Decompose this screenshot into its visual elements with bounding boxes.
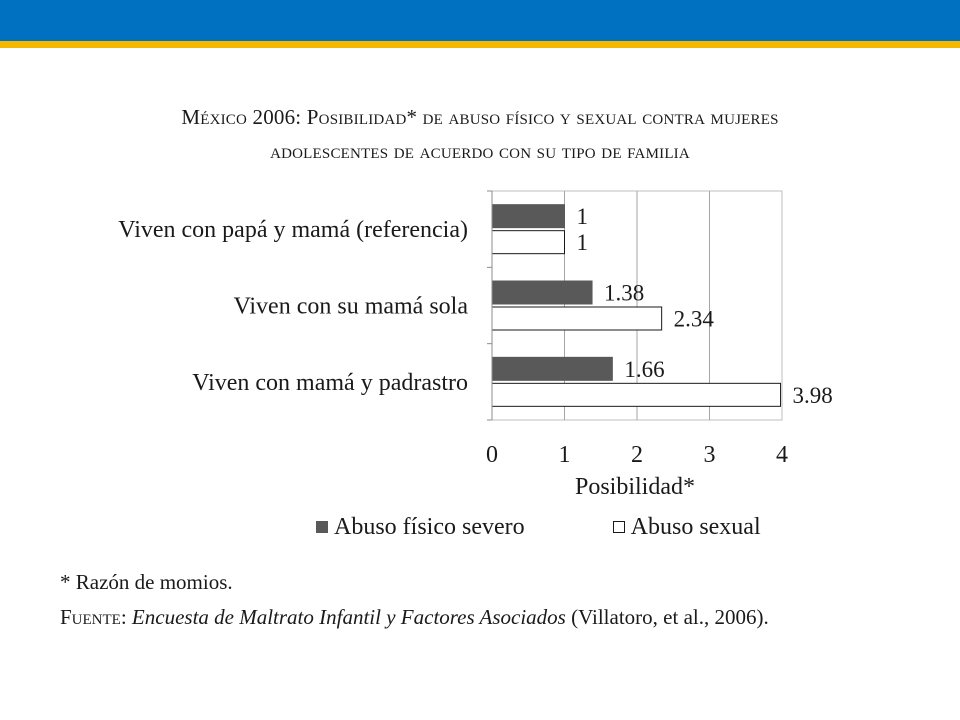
legend-label-sexual-abuse: Abuso sexual: [630, 513, 761, 540]
source-title: Encuesta de Maltrato Infantil y Factores Asociados: [131, 605, 566, 629]
bar-physical-abuse: [492, 205, 565, 228]
x-tick-label: 1: [558, 442, 571, 468]
x-tick-label: 2: [631, 442, 643, 468]
value-label-sexual-abuse: 3.98: [792, 382, 833, 408]
bar-sexual-abuse: [492, 307, 662, 330]
legend-swatch-physical-abuse: [316, 521, 328, 533]
legend-item-physical-abuse: [316, 514, 525, 541]
value-label-sexual-abuse: 1: [576, 230, 588, 256]
bar-sexual-abuse: [492, 231, 565, 254]
legend-label-physical-abuse: Abuso físico severo: [334, 513, 525, 540]
bar-physical-abuse: [492, 281, 592, 304]
value-label-physical-abuse: 1.66: [624, 356, 665, 382]
category-label: Viven con su mamá sola: [233, 293, 468, 320]
value-label-sexual-abuse: 2.34: [673, 306, 714, 332]
category-label: Viven con mamá y padrastro: [192, 369, 468, 396]
legend-item-sexual-abuse: [613, 514, 761, 541]
x-tick-label: 3: [703, 442, 716, 468]
chart-title-line-1: México 2006: Posibilidad* de abuso físico y sexual contra mujeres: [181, 105, 779, 129]
source-prefix: Fuente:: [60, 605, 127, 629]
category-label: Viven con papá y mamá (referencia): [118, 217, 468, 244]
x-tick-label: 0: [486, 442, 498, 468]
label-layer: [118, 204, 833, 500]
chart-title-line-2: adolescentes de acuerdo con su tipo de familia: [270, 139, 690, 163]
legend-swatch-sexual-abuse: [613, 521, 625, 533]
axis-layer: [487, 191, 492, 420]
bar-sexual-abuse: [492, 383, 781, 406]
value-label-physical-abuse: 1: [576, 204, 588, 230]
x-axis-title: Posibilidad*: [574, 474, 696, 500]
legend: [316, 513, 761, 541]
bar-physical-abuse: [492, 357, 612, 380]
x-tick-label: 4: [776, 442, 788, 468]
footnote: * Razón de momios.: [60, 570, 233, 594]
source-note: [60, 605, 769, 630]
source-citation: (Villatoro, et al., 2006).: [571, 605, 769, 629]
value-label-physical-abuse: 1.38: [604, 280, 645, 306]
